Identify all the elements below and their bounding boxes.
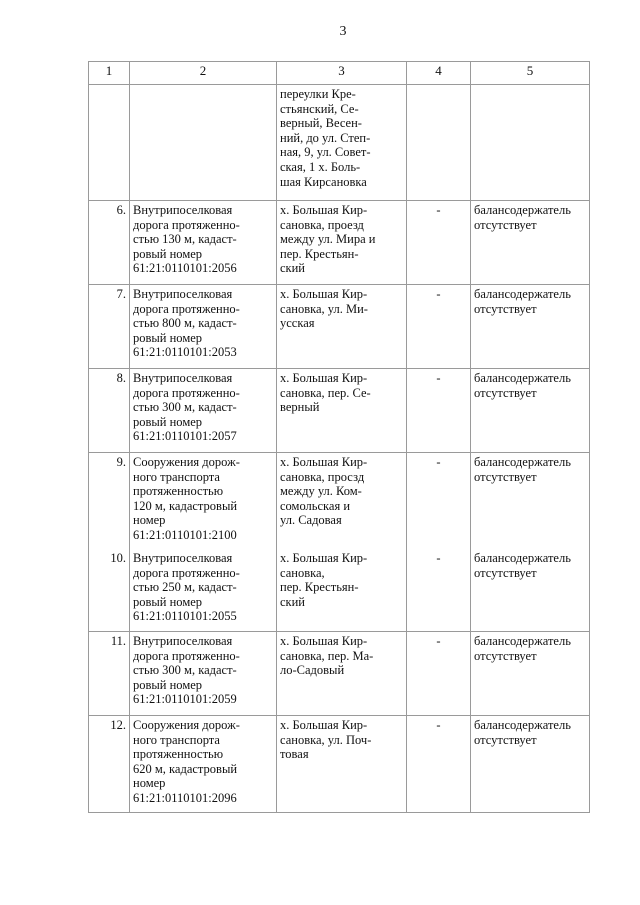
column-4-value: - [407, 369, 471, 453]
column-header-4: 4 [407, 62, 471, 85]
object-name: Сооружения дорож- ного транспорта протяженностью 620 м, кадастровый номер 61:21:0110101:2096 [130, 716, 277, 813]
row-number: 6. [89, 201, 130, 285]
row-number: 9. [116, 455, 126, 469]
column-4-value [407, 85, 471, 201]
object-name: Внутрипоселковая дорога протяженно- стью 250 м, кадаст- ровый номер 61:21:0110101:2055 [133, 551, 240, 624]
table-row [89, 632, 590, 716]
object-name-cell [130, 453, 277, 632]
object-address: х. Большая Кир- сановка, ул. Поч- товая [277, 716, 407, 813]
table-body [89, 85, 590, 813]
row-number: 7. [89, 285, 130, 369]
table-header [89, 62, 590, 85]
header-row [89, 62, 590, 85]
balance-holder-cell [471, 453, 590, 632]
balance-holder: балансодержатель отсутствует [474, 551, 571, 580]
object-address-cell [277, 453, 407, 632]
object-name: Внутрипоселковая дорога протяженно- стью 300 м, кадаст- ровый номер 61:21:0110101:2057 [130, 369, 277, 453]
table-row [89, 201, 590, 285]
table-row-continuation [89, 85, 590, 201]
balance-holder: балансодержатель отсутствует [471, 716, 590, 813]
row-number: 8. [89, 369, 130, 453]
column-4-cell [407, 453, 471, 632]
column-4-value: - [407, 716, 471, 813]
balance-holder: балансодержатель отсутствует [471, 201, 590, 285]
column-header-3: 3 [277, 62, 407, 85]
row-number: 12. [89, 716, 130, 813]
column-header-5: 5 [471, 62, 590, 85]
balance-holder [471, 85, 590, 201]
balance-holder: балансодержатель отсутствует [471, 285, 590, 369]
object-address: х. Большая Кир- сановка, просзд между ул. Ком- сомольская и ул. Садовая [280, 455, 368, 528]
registry-table [88, 61, 590, 813]
object-address: х. Большая Кир- сановка, ул. Ми- усская [277, 285, 407, 369]
object-address: х. Большая Кир- сановка, пер. Ма- ло-Садовый [277, 632, 407, 716]
column-header-1: 1 [89, 62, 130, 85]
table-row [89, 453, 590, 632]
table-row [89, 285, 590, 369]
object-name [130, 85, 277, 201]
object-address: переулки Кре- стьянский, Се- верный, Весен- ний, до ул. Степ- ная, 9, ул. Совет- ская, 1 х. Боль- шая Кирсановка [277, 85, 407, 201]
table-row [89, 369, 590, 453]
row-number: 10. [110, 551, 126, 565]
column-4-value: - [436, 455, 441, 469]
table-row [89, 716, 590, 813]
object-address: х. Большая Кир- сановка, проезд между ул. Мира и пер. Крестьян- ский [277, 201, 407, 285]
row-number [89, 85, 130, 201]
row-number: 11. [89, 632, 130, 716]
object-name: Внутрипоселковая дорога протяженно- стью 300 м, кадаст- ровый номер 61:21:0110101:2059 [130, 632, 277, 716]
column-4-value: - [407, 285, 471, 369]
column-4-value: - [436, 551, 441, 565]
column-4-value: - [407, 632, 471, 716]
object-address: х. Большая Кир- сановка, пер. Крестьян- ский [280, 551, 368, 609]
object-name: Внутрипоселковая дорога протяженно- стью 130 м, кадаст- ровый номер 61:21:0110101:2056 [130, 201, 277, 285]
row-number-cell [89, 453, 130, 632]
page-number: 3 [339, 24, 347, 39]
column-header-2: 2 [130, 62, 277, 85]
object-address: х. Большая Кир- сановка, пер. Се- верный [277, 369, 407, 453]
balance-holder: балансодержатель отсутствует [471, 369, 590, 453]
balance-holder: балансодержатель отсутствует [474, 455, 571, 484]
object-name: Сооружения дорож- ного транспорта протяженностью 120 м, кадастровый номер 61:21:0110101:2100 [133, 455, 240, 542]
object-name: Внутрипоселковая дорога протяженно- стью 800 м, кадаст- ровый номер 61:21:0110101:2053 [130, 285, 277, 369]
column-4-value: - [407, 201, 471, 285]
balance-holder: балансодержатель отсутствует [471, 632, 590, 716]
